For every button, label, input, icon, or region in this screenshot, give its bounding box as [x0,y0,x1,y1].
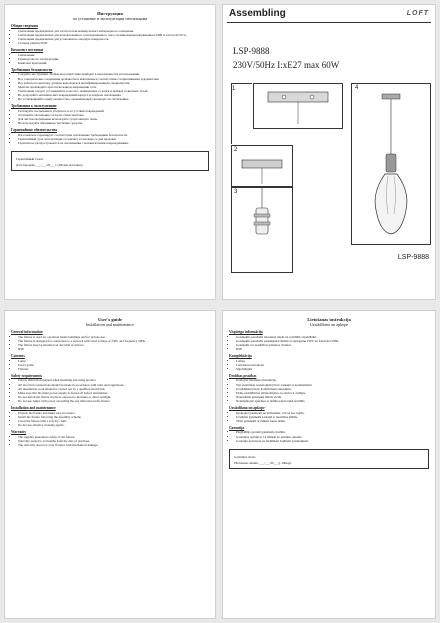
header-divider [227,22,431,23]
pendant-lamp-illustration [352,84,430,244]
page-title: User's guide [97,317,123,322]
list-item: • Гарантия не распространяется на светильники с механическими повреждениями. [18,141,209,145]
model-number: LSP-9888 [233,46,270,56]
section-list [11,29,209,45]
page-subtitle: Installation and maintenance [85,322,135,327]
warranty-card-title: Гарантийный талон [16,156,43,161]
list-item: • Gaismeklis paredzēts pieslēgšanai tīklam ar spriegumu 230V un frekvenci 50Hz. [236,339,429,343]
list-item: • Pirms uzstādīšanas pārliecinieties, ka strāva ir atslēgta. [236,391,429,395]
section-heading: Требования к эксплуатации [11,104,57,109]
list-item: • The fixture is designed for connection to a network with rated voltage of 230V and frequency 50Hz. [18,339,209,343]
assembly-step-2 [231,145,293,187]
list-item: • Светильник следует устанавливать в местах, защищенных от влаги и прямых солнечных лучей. [18,89,209,93]
list-item: • Do not use abrasive cleaning agents. [18,423,209,427]
ceiling-mount-illustration [254,84,342,128]
list-item: • Все работы по монтажу должны выполняться квалифицированным специалистом. [18,81,209,85]
list-item: • Не допускайте механических повреждений корпуса и плафона светильника. [18,93,209,97]
list-item: • Install the fixture following the assembly scheme. [18,415,209,419]
list-item: • IP20 [236,347,429,351]
section-heading: Komplektācija [229,353,252,358]
list-item: • Не устанавливайте лампу мощностью, превышающей указанную на светильнике. [18,97,209,101]
list-item: • Follow instruction manual when installing and using product. [18,378,209,382]
list-item: • Комплект креплений. [18,61,209,65]
section-list [11,133,209,145]
list-item: • Gaismeklis paredzēts lietošanai telpās un privātām vajadzībām. [236,335,429,339]
list-item: • Neizmantojiet spuldzes ar lielāku jaudu nekā norādīts. [236,399,429,403]
section-list [11,411,209,427]
list-item: • Do not use lamps with power exceeding the one indicated on the fixture. [18,399,209,403]
latvian-instructions-page [222,310,436,619]
list-item: • Tīriet gaismekli ar mīkstu sausu drānu. [236,419,429,423]
page-subtitle: по установке и эксплуатации светильника [72,16,148,21]
list-item: • Gaismekli var uzstādīt uz jebkuras virsmas. [236,343,429,347]
list-item: • All electrical connections should be made in accordance with rules and regulations. [18,383,209,387]
assembly-page [222,4,436,300]
section-heading: General information [11,330,43,334]
footer-model-number: LSP-9888 [397,254,429,261]
russian-instructions-page [4,4,216,300]
page-title: Lietošanas instrukcija [307,317,351,322]
list-item: • Монтаж производите при отключенном напряжении сети. [18,85,209,89]
section-heading: Общие сведения [11,24,38,28]
warranty-card-date: Pārdošanas datums ___/___/20___g. Zīmogs [234,460,292,465]
warranty-card [229,449,429,469]
list-item: • All installation work should be carried out by a qualified electrician. [18,387,209,391]
section-heading: Гарантийные обязательства [11,128,57,133]
list-item: • The warranty does not cover fixtures with mechanical damage. [18,443,209,447]
list-item: • Степень защиты IP20. [18,41,209,45]
warranty-card [11,151,209,171]
section-heading: Требования безопасности [11,67,53,72]
section-heading: Uzstādīšana un apkope [229,406,265,410]
list-item: • Visi elektriskie savienojumi jāveic saskaņā ar noteikumiem. [236,383,429,387]
list-item: • Гарантийный срок эксплуатации составляет 12 месяцев со дня продажи. [18,137,209,141]
step-number-2: 2 [234,147,238,153]
section-list [11,335,209,351]
list-item: • IP20 [18,347,209,351]
list-item: • Установите светильник согласно схеме монтажа. [18,113,209,117]
list-item: • Fixtures [18,367,209,371]
step-number-4: 4 [355,85,359,91]
step-number-3: 3 [234,189,238,195]
list-item: • Clean the fixture with a soft dry cloth. [18,419,209,423]
section-list [229,359,429,371]
section-list [11,109,209,125]
brand-logo: LOFT [406,10,429,17]
list-item: • Stiprinājumi [236,367,429,371]
list-item: • Uzstādiet gaismekli saskaņā ar montāžas shēmu. [236,415,429,419]
section-heading: Vispārīga informācija [229,330,263,334]
list-item: • Do not install the fixture in places exposed to moisture or direct sunlight. [18,395,209,399]
canopy-illustration [232,146,292,186]
section-heading: Garantija [229,425,245,430]
section-heading: Комплект поставки [11,47,44,52]
section-heading: Warranty [11,429,27,434]
section-heading: Drošības prasības [229,373,257,378]
warranty-card-title: Garantijas talons [234,454,256,459]
list-item: • Lamp [18,359,209,363]
assembly-step-4 [351,83,431,245]
socket-illustration [232,188,292,272]
section-list [11,378,209,403]
section-list [229,378,429,403]
section-list [11,359,209,371]
section-list [229,411,429,423]
list-item: • Garantijas termiņš ir 12 mēneši no pirkuma datuma. [236,435,429,439]
list-item: • Warranty period is 12 months from the date of purchase. [18,439,209,443]
list-item: • Unpack the fixture and make sure it is intact. [18,411,209,415]
list-item: • Руководство по эксплуатации. [18,57,209,61]
list-item: • Не используйте абразивные чистящие средства. [18,121,209,125]
list-item: • Светильник предназначен для установки на опорную поверхность. [18,37,209,41]
section-list [11,72,209,101]
list-item: • Make sure that the main power supply is turned off before installation. [18,391,209,395]
section-list [229,430,429,442]
list-item: • The fixture is used for operation inside buildings and for private use. [18,335,209,339]
list-item: • Светильник предназначен для использования в сети переменного тока с номинальным напряжением 230В и частотой 50 Гц. [18,33,209,37]
step-number-1: 1 [232,86,236,92]
assembly-header: Assembling [229,8,286,19]
list-item: • Lietošanas instrukcija [236,363,429,367]
page-title: Инструкция [97,11,123,16]
page-subtitle: Uzstādīšana un apkope [309,322,349,327]
list-item: • Izpakojiet gaismekli un pārbaudiet, vai tas nav bojāts. [236,411,429,415]
list-item: • The fixture may be mounted on any kind of surface. [18,343,209,347]
list-item: • Lampa [236,359,429,363]
section-heading: Contents [11,353,25,358]
list-item: • Все электрические соединения должны быть выполнены в соответствии с нормативными документами. [18,77,209,81]
list-item: • Распакуйте светильник и убедитесь в отсутствии повреждений. [18,109,209,113]
list-item: • Ievērojiet lietošanas instrukciju. [236,378,429,382]
assembly-step-1 [232,83,343,129]
list-item: • Для чистки светильника используйте сухую мягкую ткань. [18,117,209,121]
list-item: • Neuzstādiet gaismekli mitrās vietās. [236,395,429,399]
list-item: • Следуйте инструкции. Любые несоответствия приводят к невозможности использования. [18,72,209,76]
section-list [11,53,209,65]
section-heading: Installation and maintenance [11,406,56,410]
list-item: • Garantija neattiecas uz mehāniski bojātiem gaismekļiem. [236,439,429,443]
section-list [11,435,209,447]
list-item: • Uzstādīšanu jāveic kvalificētam elektriķim. [236,387,429,391]
warranty-card-date: Дата продажи ___/___/20___г. (Штамп магазина) [16,163,83,168]
english-instructions-page [4,310,216,619]
assembly-step-3 [231,187,293,273]
list-item: • Светильник. [18,53,209,57]
section-list [229,335,429,351]
section-heading: Safety requirements [11,373,42,378]
list-item: • The supplier guarantees safety of the fixture. [18,435,209,439]
list-item: • User's guide [18,363,209,367]
step-1-frame [231,83,252,144]
list-item: • Светильник предназначен для частного или коммерческого интерьерного освещения. [18,29,209,33]
list-item: • Изготовитель гарантирует соответствие светильника требованиям безопасности. [18,133,209,137]
lamp-spec: 230V/50Hz I:xE27 max 60W [233,60,340,70]
list-item: • Piegādātājs garantē gaismekļa drošību. [236,430,429,434]
